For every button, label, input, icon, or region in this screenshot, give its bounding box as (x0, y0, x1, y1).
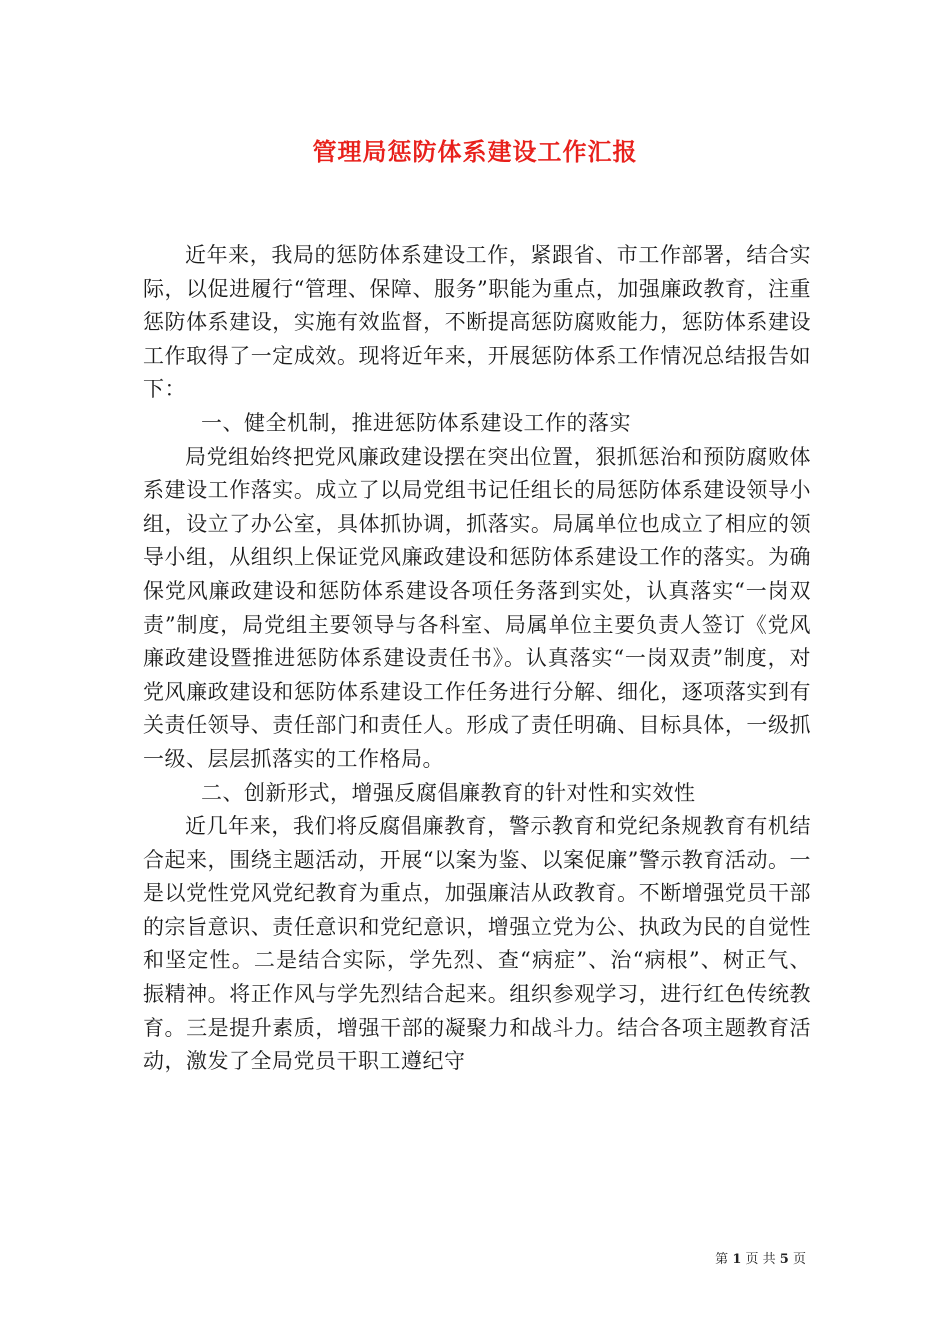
footer-total-pages: 5 (779, 1252, 789, 1267)
section-1-paragraph: 局党组始终把党风廉政建设摆在突出位置，狠抓惩治和预防腐败体系建设工作落实。成立了以局党组书记任组长的局惩防体系建设领导小组，设立了办公室，具体抓协调，抓落实。局属单位也成立了相应的领导小组，从组织上保证党风廉政建设和惩防体系建设工作的落实。为确保党风廉政建设和惩防体系建设各项任务落到实处，认真落实“一岗双责”制度，局党组主要领导与各科室、局属单位主要负责人签订《党风廉政建设暨推进惩防体系建设责任书》。认真落实“一岗双责”制度，对党风廉政建设和惩防体系建设工作任务进行分解、细化，逐项落实到有关责任领导、责任部门和责任人。形成了责任明确、目标具体，一级抓一级、层层抓落实的工作格局。 (143, 444, 811, 771)
section-2-paragraph: 近几年来，我们将反腐倡廉教育，警示教育和党纪条规教育有机结合起来，围绕主题活动，开展“以案为鉴、以案促廉”警示教育活动。一是以党性党风党纪教育为重点，加强廉洁从政教育。不断增强党员干部的宗旨意识、责任意识和党纪意识，增强立党为公、执政为民的自觉性和坚定性。二是结合实际，学先烈、查“病症”、治“病根”、树正气、振精神。将正作风与学先烈结合起来。组织参观学习，进行红色传统教育。三是提升素质，增强干部的凝聚力和战斗力。结合各项主题教育活动，激发了全局党员干职工遵纪守 (143, 814, 811, 1074)
document-body (143, 239, 811, 1079)
footer-prefix: 第 (715, 1252, 729, 1267)
intro-paragraph: 近年来，我局的惩防体系建设工作，紧跟省、市工作部署，结合实际，以促进履行“管理、保障、服务”职能为重点，加强廉政教育，注重惩防体系建设，实施有效监督，不断提高惩防腐败能力，惩防体系建设工作取得了一定成效。现将近年来，开展惩防体系工作情况总结报告如下： (143, 243, 811, 402)
footer-middle: 页 共 (745, 1252, 776, 1267)
section-heading-2: 二、创新形式，增强反腐倡廉教育的针对性和实效性 (201, 780, 696, 805)
footer-current-page: 1 (732, 1252, 742, 1267)
document-title: 管理局惩防体系建设工作汇报 (312, 137, 638, 166)
section-heading-1: 一、健全机制，推进惩防体系建设工作的落实 (201, 410, 631, 435)
page-footer (0, 1248, 806, 1267)
footer-suffix: 页 (792, 1252, 806, 1267)
